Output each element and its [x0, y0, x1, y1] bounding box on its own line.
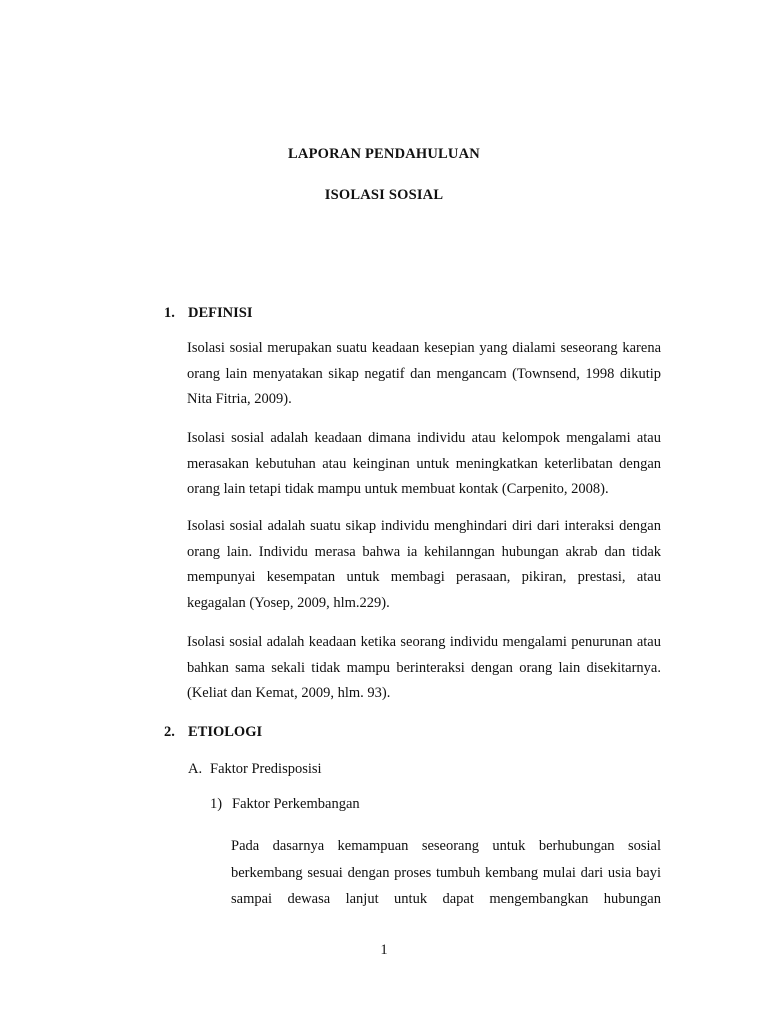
paragraph: Isolasi sosial merupakan suatu keadaan kesepian yang dialami seseorang karena orang lain menyatakan sikap negatif dan mengancam (Townsend, 1998 dikutip Nita Fitria, 2009). [187, 340, 661, 407]
section-title: ETIOLOGI [188, 724, 263, 740]
section-heading-definisi [164, 305, 252, 322]
list-item-text: Faktor Perkembangan [232, 796, 360, 812]
document-subtitle: ISOLASI SOSIAL [324, 187, 444, 203]
section-heading-etiologi [164, 724, 262, 741]
section-number: 1. [164, 305, 175, 321]
page-number: 1 [380, 942, 388, 958]
list-item-faktor-perkembangan [210, 796, 360, 813]
subsection-text: Faktor Predisposisi [210, 761, 322, 777]
subsection-faktor-predisposisi [188, 761, 322, 778]
list-item-label: 1) [210, 796, 223, 812]
subsection-label: A. [188, 761, 203, 777]
section-title: DEFINISI [188, 305, 253, 321]
paragraph: Isolasi sosial adalah keadaan dimana individu atau kelompok mengalami atau merasakan kebutuhan atau keinginan untuk meningkatkan keterlibatan dengan orang lain tetapi tidak mampu untuk membuat kontak (Carpenito, 2008). [187, 430, 661, 497]
section-number: 2. [164, 724, 175, 740]
paragraph: Pada dasarnya kemampuan seseorang untuk berhubungan sosial berkembang sesuai dengan proses tumbuh kembang mulai dari usia bayi sampai dewasa lanjut untuk dapat mengembangkan hubungan [231, 838, 661, 907]
paragraph: Isolasi sosial adalah suatu sikap individu menghindari diri dari interaksi dengan orang lain. Individu merasa bahwa ia kehilanngan hubungan akrab dan tidak mempunyai kesempatan untuk membagi perasaan, pikiran, prestasi, atau kegagalan (Yosep, 2009, hlm.229). [187, 518, 661, 611]
document-title: LAPORAN PENDAHULUAN [288, 146, 480, 162]
paragraph: Isolasi sosial adalah keadaan ketika seorang individu mengalami penurunan atau bahkan sama sekali tidak mampu berinteraksi dengan orang lain disekitarnya. (Keliat dan Kemat, 2009, hlm. 93). [187, 634, 661, 701]
